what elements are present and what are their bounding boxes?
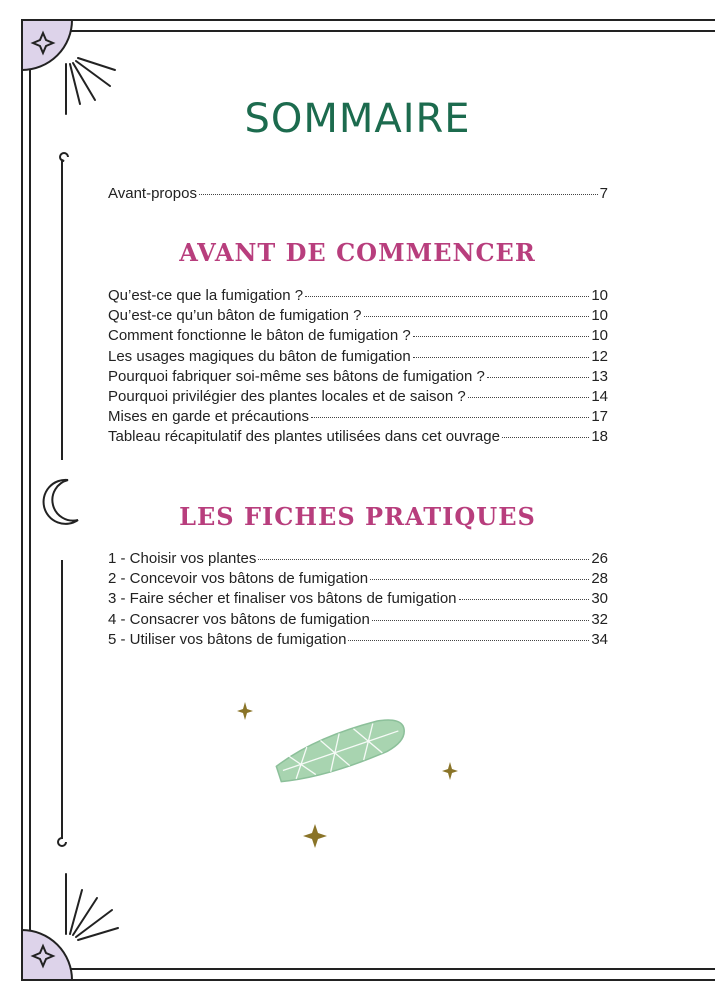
toc-entry-label: Comment fonctionne le bâton de fumigation ? xyxy=(108,327,411,345)
toc-entry-label: Les usages magiques du bâton de fumigation xyxy=(108,347,411,365)
toc-entry[interactable] xyxy=(108,367,608,387)
toc-entry-label: 2 - Concevoir vos bâtons de fumigation xyxy=(108,570,369,588)
toc-entry-page: 32 xyxy=(591,610,608,628)
section-title: LES FICHES PRATIQUES xyxy=(179,502,536,531)
toc-entry-label: 3 - Faire sécher et finaliser vos bâtons de fumigation xyxy=(108,590,457,608)
toc-entry[interactable] xyxy=(108,569,608,589)
toc-entry[interactable] xyxy=(108,347,608,367)
toc-entry-page: 28 xyxy=(591,570,608,588)
dot-leader xyxy=(364,316,590,317)
toc-entry-label: Pourquoi privilégier des plantes locales et de saison ? xyxy=(108,387,466,405)
toc-entry-label: 5 - Utiliser vos bâtons de fumigation xyxy=(108,630,347,648)
toc-entry-label: Tableau récapitulatif des plantes utilisées dans cet ouvrage xyxy=(108,428,500,446)
toc-entry[interactable] xyxy=(108,427,608,447)
toc-entry-label: 1 - Choisir vos plantes xyxy=(108,550,257,567)
toc-entry-page: 7 xyxy=(599,185,608,202)
dot-leader xyxy=(370,579,589,580)
dot-leader xyxy=(468,397,590,398)
dot-leader xyxy=(199,194,598,195)
toc-entry-label: 4 - Consacrer vos bâtons de fumigation xyxy=(108,610,370,628)
toc-entry[interactable] xyxy=(108,387,608,407)
toc-entry[interactable] xyxy=(108,549,608,569)
corner-top-left xyxy=(22,20,715,940)
toc-entry[interactable] xyxy=(108,630,608,650)
toc-entry-page: 10 xyxy=(591,287,608,304)
dot-leader xyxy=(459,599,590,600)
dot-leader xyxy=(305,296,589,297)
toc-entry[interactable] xyxy=(108,589,608,609)
toc-section-2 xyxy=(108,549,608,650)
section-title: AVANT DE COMMENCER xyxy=(179,238,536,267)
toc-entry-page: 30 xyxy=(591,590,608,608)
dot-leader xyxy=(258,559,589,560)
toc-entry[interactable] xyxy=(108,184,608,204)
toc-entry-page: 10 xyxy=(591,307,608,325)
toc-intro xyxy=(108,184,608,204)
sun-rays-icon xyxy=(66,874,118,940)
toc-entry-label: Qu’est-ce qu’un bâton de fumigation ? xyxy=(108,307,362,325)
dot-leader xyxy=(413,357,590,358)
toc-entry[interactable] xyxy=(108,610,608,630)
toc-entry-label: Avant-propos xyxy=(108,185,197,202)
toc-entry-label: Mises en garde et précautions xyxy=(108,408,309,426)
dot-leader xyxy=(502,437,589,438)
toc-entry[interactable] xyxy=(108,326,608,346)
toc-entry-page: 14 xyxy=(591,387,608,405)
star-icon xyxy=(303,824,327,848)
toc-entry[interactable] xyxy=(108,306,608,326)
toc-entry-page: 26 xyxy=(591,550,608,567)
dot-leader xyxy=(311,417,589,418)
toc-entry-label: Pourquoi fabriquer soi-même ses bâtons de fumigation ? xyxy=(108,367,485,385)
dot-leader xyxy=(487,377,589,378)
corner-bottom-left xyxy=(22,930,715,980)
toc-entry-page: 13 xyxy=(591,367,608,385)
star-icon xyxy=(442,762,458,780)
toc-entry[interactable] xyxy=(108,286,608,306)
toc-section-1 xyxy=(108,286,608,448)
toc-entry-label: Qu’est-ce que la fumigation ? xyxy=(108,287,304,304)
dot-leader xyxy=(348,640,589,641)
toc-entry-page: 34 xyxy=(591,630,608,648)
toc-entry-page: 18 xyxy=(591,428,608,446)
dot-leader xyxy=(413,336,590,337)
toc-entry[interactable] xyxy=(108,407,608,427)
dot-leader xyxy=(372,620,590,621)
page-title: SOMMAIRE xyxy=(244,96,471,142)
toc-entry-page: 12 xyxy=(591,347,608,365)
toc-entry-page: 17 xyxy=(591,408,608,426)
toc-entry-page: 10 xyxy=(591,327,608,345)
star-icon xyxy=(237,702,253,720)
smudge-stick-icon xyxy=(272,713,409,787)
